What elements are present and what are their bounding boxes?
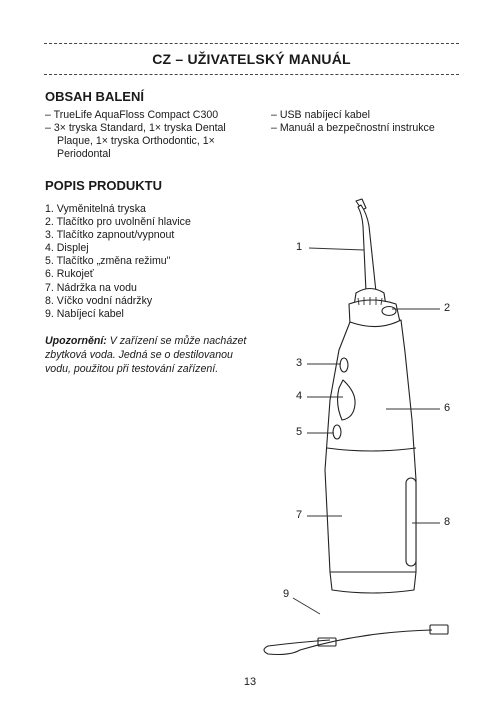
list-item: – USB nabíjecí kabel (271, 109, 471, 122)
device-bottom (330, 572, 416, 593)
part-item: 2. Tlačítko pro uvolnění hlavice (45, 216, 191, 229)
part-item: 9. Nabíjecí kabel (45, 307, 124, 320)
callout-1: 1 (296, 241, 303, 253)
part-item: 3. Tlačítko zapnout/vypnout (45, 229, 175, 242)
manual-title: CZ – UŽIVATELSKÝ MANUÁL (152, 51, 351, 67)
warning-label: Upozornění: (45, 335, 107, 347)
package-contents-heading: OBSAH BALENÍ (45, 89, 144, 104)
tank-cap-slot (406, 478, 416, 566)
part-item: 1. Vyměnitelná tryska (45, 203, 146, 215)
nozzle (358, 205, 376, 292)
callout-7: 7 (296, 509, 303, 521)
power-button (340, 358, 348, 372)
charging-cable (264, 630, 432, 655)
callout-4: 4 (296, 390, 303, 402)
leader-line-1 (309, 248, 364, 250)
cable-plug-right (430, 625, 448, 634)
release-button (382, 307, 396, 316)
callout-2: 2 (444, 302, 451, 314)
part-item: 5. Tlačítko „změna režimu" (45, 255, 171, 268)
callout-8: 8 (444, 516, 451, 528)
product-description-heading: POPIS PRODUKTU (45, 178, 163, 193)
warning-text: V zařízení se může nacházet zbytková voda. Jedná se o destilovanou vodu, použitou při testování zařízení. (45, 335, 247, 375)
part-item: 4. Displej (45, 242, 89, 255)
part-item: 6. Rukojeť (45, 268, 94, 281)
mode-button (333, 425, 341, 439)
callout-5: 5 (296, 426, 303, 438)
list-item: – Manuál a bezpečnostní instrukce (271, 122, 471, 135)
device-handle (325, 320, 416, 572)
list-item: – TrueLife AquaFloss Compact C300 (45, 109, 260, 122)
list-item: – 3× tryska Standard, 1× tryska Dental Plaque, 1× tryska Orthodontic, 1× Periodontal (45, 122, 260, 161)
leader-line-9 (293, 598, 320, 614)
part-item: 8. Víčko vodní nádržky (45, 294, 153, 307)
callout-9: 9 (283, 588, 290, 600)
page-number: 13 (243, 676, 257, 688)
part-item: 7. Nádržka na vodu (45, 281, 137, 294)
callout-3: 3 (296, 357, 303, 369)
callout-6: 6 (444, 402, 451, 414)
